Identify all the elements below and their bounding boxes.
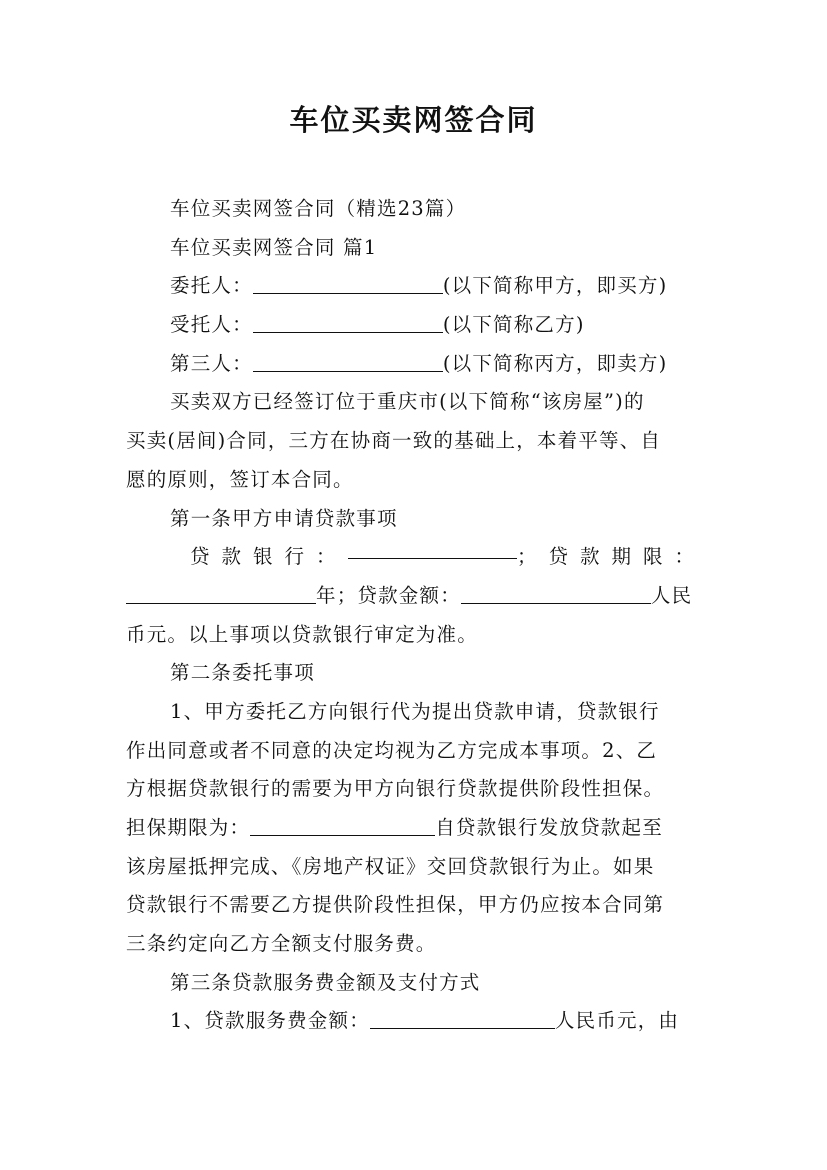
paragraph-line: 作出同意或者不同意的决定均视为乙方完成本事项。2、乙: [126, 738, 658, 762]
currency-label: 人民: [650, 583, 693, 607]
service-fee-line: [126, 1002, 706, 1041]
paragraph-line: 愿的原则，签订本合同。: [126, 467, 354, 491]
party-note: (以下简称甲方，即买方): [442, 274, 668, 298]
paragraph-line: 币元。以上事项以贷款银行审定为准。: [126, 622, 478, 646]
subtitle: 车位买卖网签合同（精选23篇）: [170, 197, 467, 220]
party-agent-line: [126, 306, 706, 345]
section-heading: 车位买卖网签合同 篇1: [170, 235, 378, 259]
article-2-heading: 第二条委托事项: [170, 661, 315, 685]
document-title: 车位买卖网签合同: [289, 103, 538, 137]
party-principal-line: [126, 267, 706, 306]
blank-field: [126, 583, 316, 604]
paragraph-line: 三条约定向乙方全额支付服务费。: [126, 932, 437, 956]
service-fee-label: 1、贷款服务费金额：: [170, 1009, 370, 1033]
blank-field: [253, 351, 443, 372]
blank-field: [250, 816, 435, 837]
party-note: (以下简称丙方，即卖方): [442, 351, 668, 375]
document-body: [126, 190, 706, 1041]
paragraph-line: 买卖双方已经签订位于重庆市(以下简称“该房屋”)的: [170, 390, 645, 414]
loan-amount-line: [126, 577, 706, 616]
blank-field: [348, 538, 517, 559]
service-fee-note: 人民币元，由: [554, 1009, 680, 1033]
loan-bank-label: 贷款银行：: [190, 545, 348, 569]
paragraph-line: 买卖(居间)合同，三方在协商一致的基础上，本着平等、自: [126, 429, 662, 453]
paragraph-line: 1、甲方委托乙方向银行代为提出贷款申请，贷款银行: [170, 699, 660, 723]
loan-amount-label: 年；贷款金额：: [316, 583, 461, 607]
blank-field: [253, 274, 443, 295]
paragraph-line: 方根据贷款银行的需要为甲方向银行贷款提供阶段性担保。: [126, 777, 665, 801]
article-1-heading: 第一条甲方申请贷款事项: [170, 506, 398, 530]
blank-field: [253, 313, 443, 334]
party-note: (以下简称乙方): [442, 313, 585, 337]
party-third-line: [126, 345, 706, 384]
paragraph-line: 贷款银行不需要乙方提供阶段性担保，甲方仍应按本合同第: [126, 893, 665, 917]
blank-field: [461, 583, 651, 604]
guarantee-label: 担保期限为：: [126, 816, 251, 839]
paragraph-line: 该房屋抵押完成、《房地产权证》交回贷款银行为止。如果: [126, 854, 655, 878]
loan-bank-line: [126, 538, 706, 577]
party-label: 委托人：: [170, 274, 253, 298]
loan-term-label: ；贷款期限：: [516, 545, 706, 569]
guarantee-term-line: [126, 809, 706, 848]
article-3-heading: 第三条贷款服务费金额及支付方式: [170, 970, 481, 994]
blank-field: [370, 1009, 555, 1030]
guarantee-note: 自贷款银行发放贷款起至: [435, 816, 663, 839]
party-label: 第三人：: [170, 351, 253, 375]
party-label: 受托人：: [170, 313, 253, 337]
